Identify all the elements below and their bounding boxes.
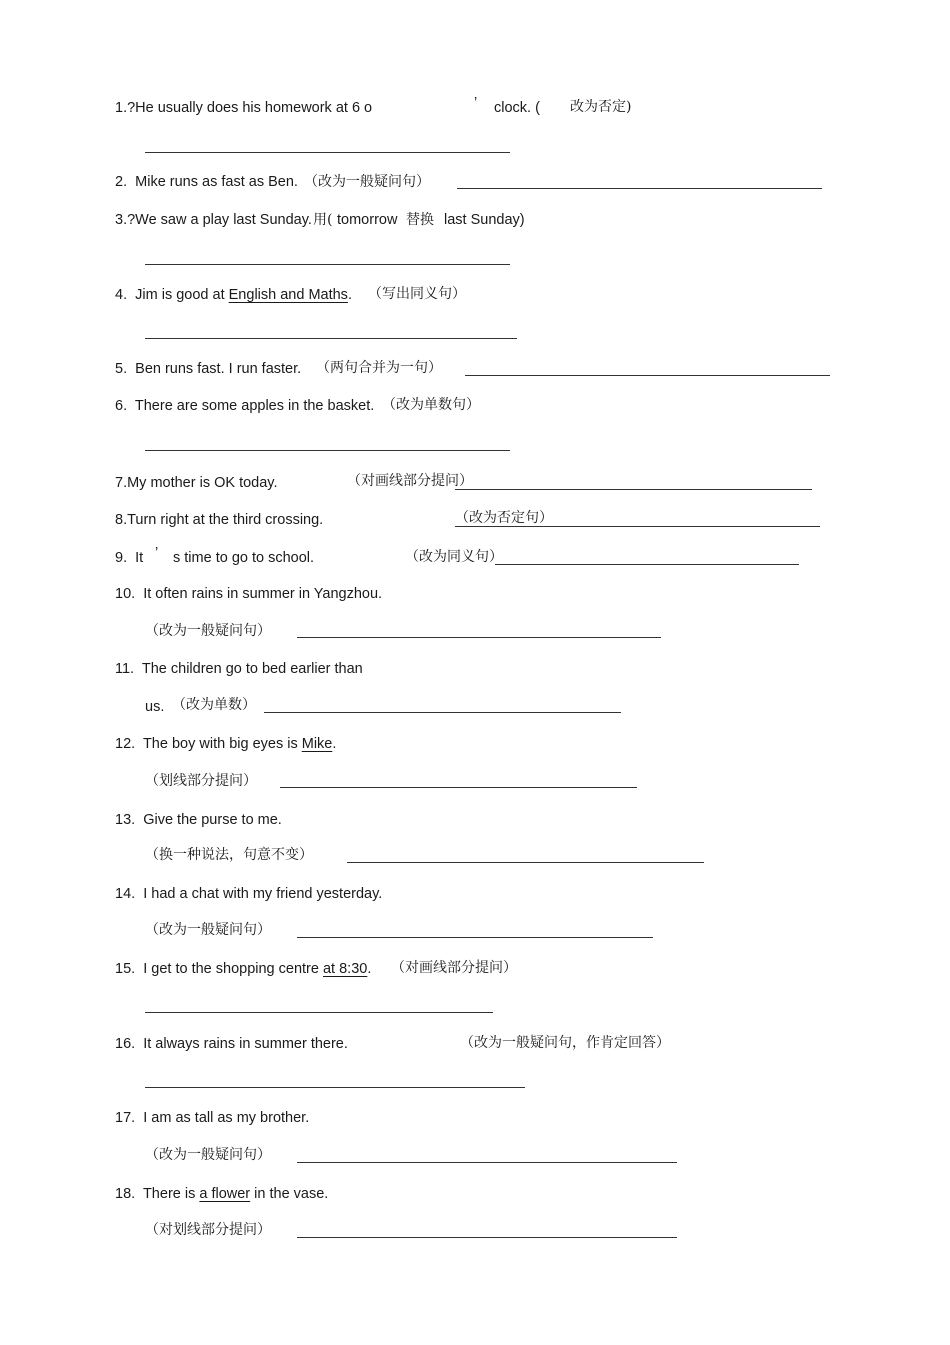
q9-text: 9. It	[115, 550, 144, 566]
q8-hint: （改为否定句）	[455, 510, 553, 526]
q18-answer-line[interactable]	[297, 1237, 677, 1238]
q4-underlined: English and Maths	[228, 287, 348, 303]
q18-hint: （对划线部分提问）	[145, 1222, 271, 1238]
q5-hint: （两句合并为一句）	[316, 360, 442, 376]
q1-text: 1.?He usually does his homework at 6 o	[115, 100, 373, 116]
q4-hint: （写出同义句）	[368, 286, 466, 302]
q12-underlined: Mike	[301, 736, 333, 752]
q16-hint: （改为一般疑问句，作肯定回答）	[460, 1035, 670, 1051]
q15-answer-line[interactable]	[145, 1012, 493, 1013]
q7-text: 7.My mother is OK today.	[115, 475, 278, 491]
q17-text: 17. I am as tall as my brother.	[115, 1110, 310, 1126]
q5-answer-line[interactable]	[465, 375, 830, 376]
q15-underlined: at 8:30	[322, 961, 368, 977]
q7-hint: （对画线部分提问）	[347, 473, 473, 489]
q8-answer-line[interactable]	[455, 526, 820, 527]
q14-text: 14. I had a chat with my friend yesterday.	[115, 886, 383, 902]
q16-text: 16. It always rains in summer there.	[115, 1036, 348, 1052]
q10-hint: （改为一般疑问句）	[145, 623, 271, 639]
q1-answer-line[interactable]	[145, 152, 510, 153]
q14-answer-line[interactable]	[297, 937, 653, 938]
q13-hint: （换一种说法，句意不变）	[145, 847, 313, 863]
q6-text: 6. There are some apples in the basket.	[115, 398, 375, 414]
q4-answer-line[interactable]	[145, 338, 517, 339]
q12-text: 12. The boy with big eyes is Mike.	[115, 736, 337, 752]
q6-hint: （改为单数句）	[382, 397, 480, 413]
q4-text: 4. Jim is good at English and Maths.	[115, 287, 352, 303]
q2-text: 2. Mike runs as fast as Ben.	[115, 174, 298, 190]
q3-word-last-sunday: last Sunday)	[444, 212, 525, 228]
q2-hint: （改为一般疑问句）	[304, 174, 430, 190]
q15-text: 15. I get to the shopping centre at 8:30.	[115, 961, 372, 977]
q3-instruction: 用(	[313, 212, 333, 228]
q17-answer-line[interactable]	[297, 1162, 677, 1163]
q11-text: 11. The children go to bed earlier than	[115, 661, 363, 677]
q9-apostrophe: ’	[155, 545, 159, 561]
q10-answer-line[interactable]	[297, 637, 661, 638]
q12-answer-line[interactable]	[280, 787, 637, 788]
q1-hint: 改为否定)	[570, 99, 632, 115]
q15-hint: （对画线部分提问）	[391, 960, 517, 976]
q11-answer-line[interactable]	[264, 712, 621, 713]
q9-answer-line[interactable]	[495, 564, 799, 565]
q7-answer-line[interactable]	[455, 489, 812, 490]
q13-answer-line[interactable]	[347, 862, 704, 863]
q16-answer-line[interactable]	[145, 1087, 525, 1088]
q6-answer-line[interactable]	[145, 450, 510, 451]
q1-text-b: clock. (	[494, 100, 540, 116]
q3-answer-line[interactable]	[145, 264, 510, 265]
q9-text-b: s time to go to school.	[173, 550, 315, 566]
q1-apostrophe: ’	[474, 95, 478, 111]
q5-text: 5. Ben runs fast. I run faster.	[115, 361, 302, 377]
q3-replace: 替换	[406, 212, 434, 228]
q12-hint: （划线部分提问）	[145, 773, 257, 789]
q2-answer-line[interactable]	[457, 188, 822, 189]
q17-hint: （改为一般疑问句）	[145, 1147, 271, 1163]
q3-word-tomorrow: tomorrow	[337, 212, 398, 228]
q11-hint: （改为单数）	[172, 697, 256, 713]
q9-hint: （改为同义句）	[405, 549, 503, 565]
q8-text: 8.Turn right at the third crossing.	[115, 512, 324, 528]
q10-text: 10. It often rains in summer in Yangzhou.	[115, 586, 383, 602]
q14-hint: （改为一般疑问句）	[145, 922, 271, 938]
q18-text: 18. There is a flower in the vase.	[115, 1186, 329, 1202]
q11-text-b: us.	[145, 699, 165, 715]
q18-underlined: a flower	[199, 1186, 251, 1202]
q13-text: 13. Give the purse to me.	[115, 812, 282, 828]
q3-text: 3.?We saw a play last Sunday.	[115, 212, 312, 228]
